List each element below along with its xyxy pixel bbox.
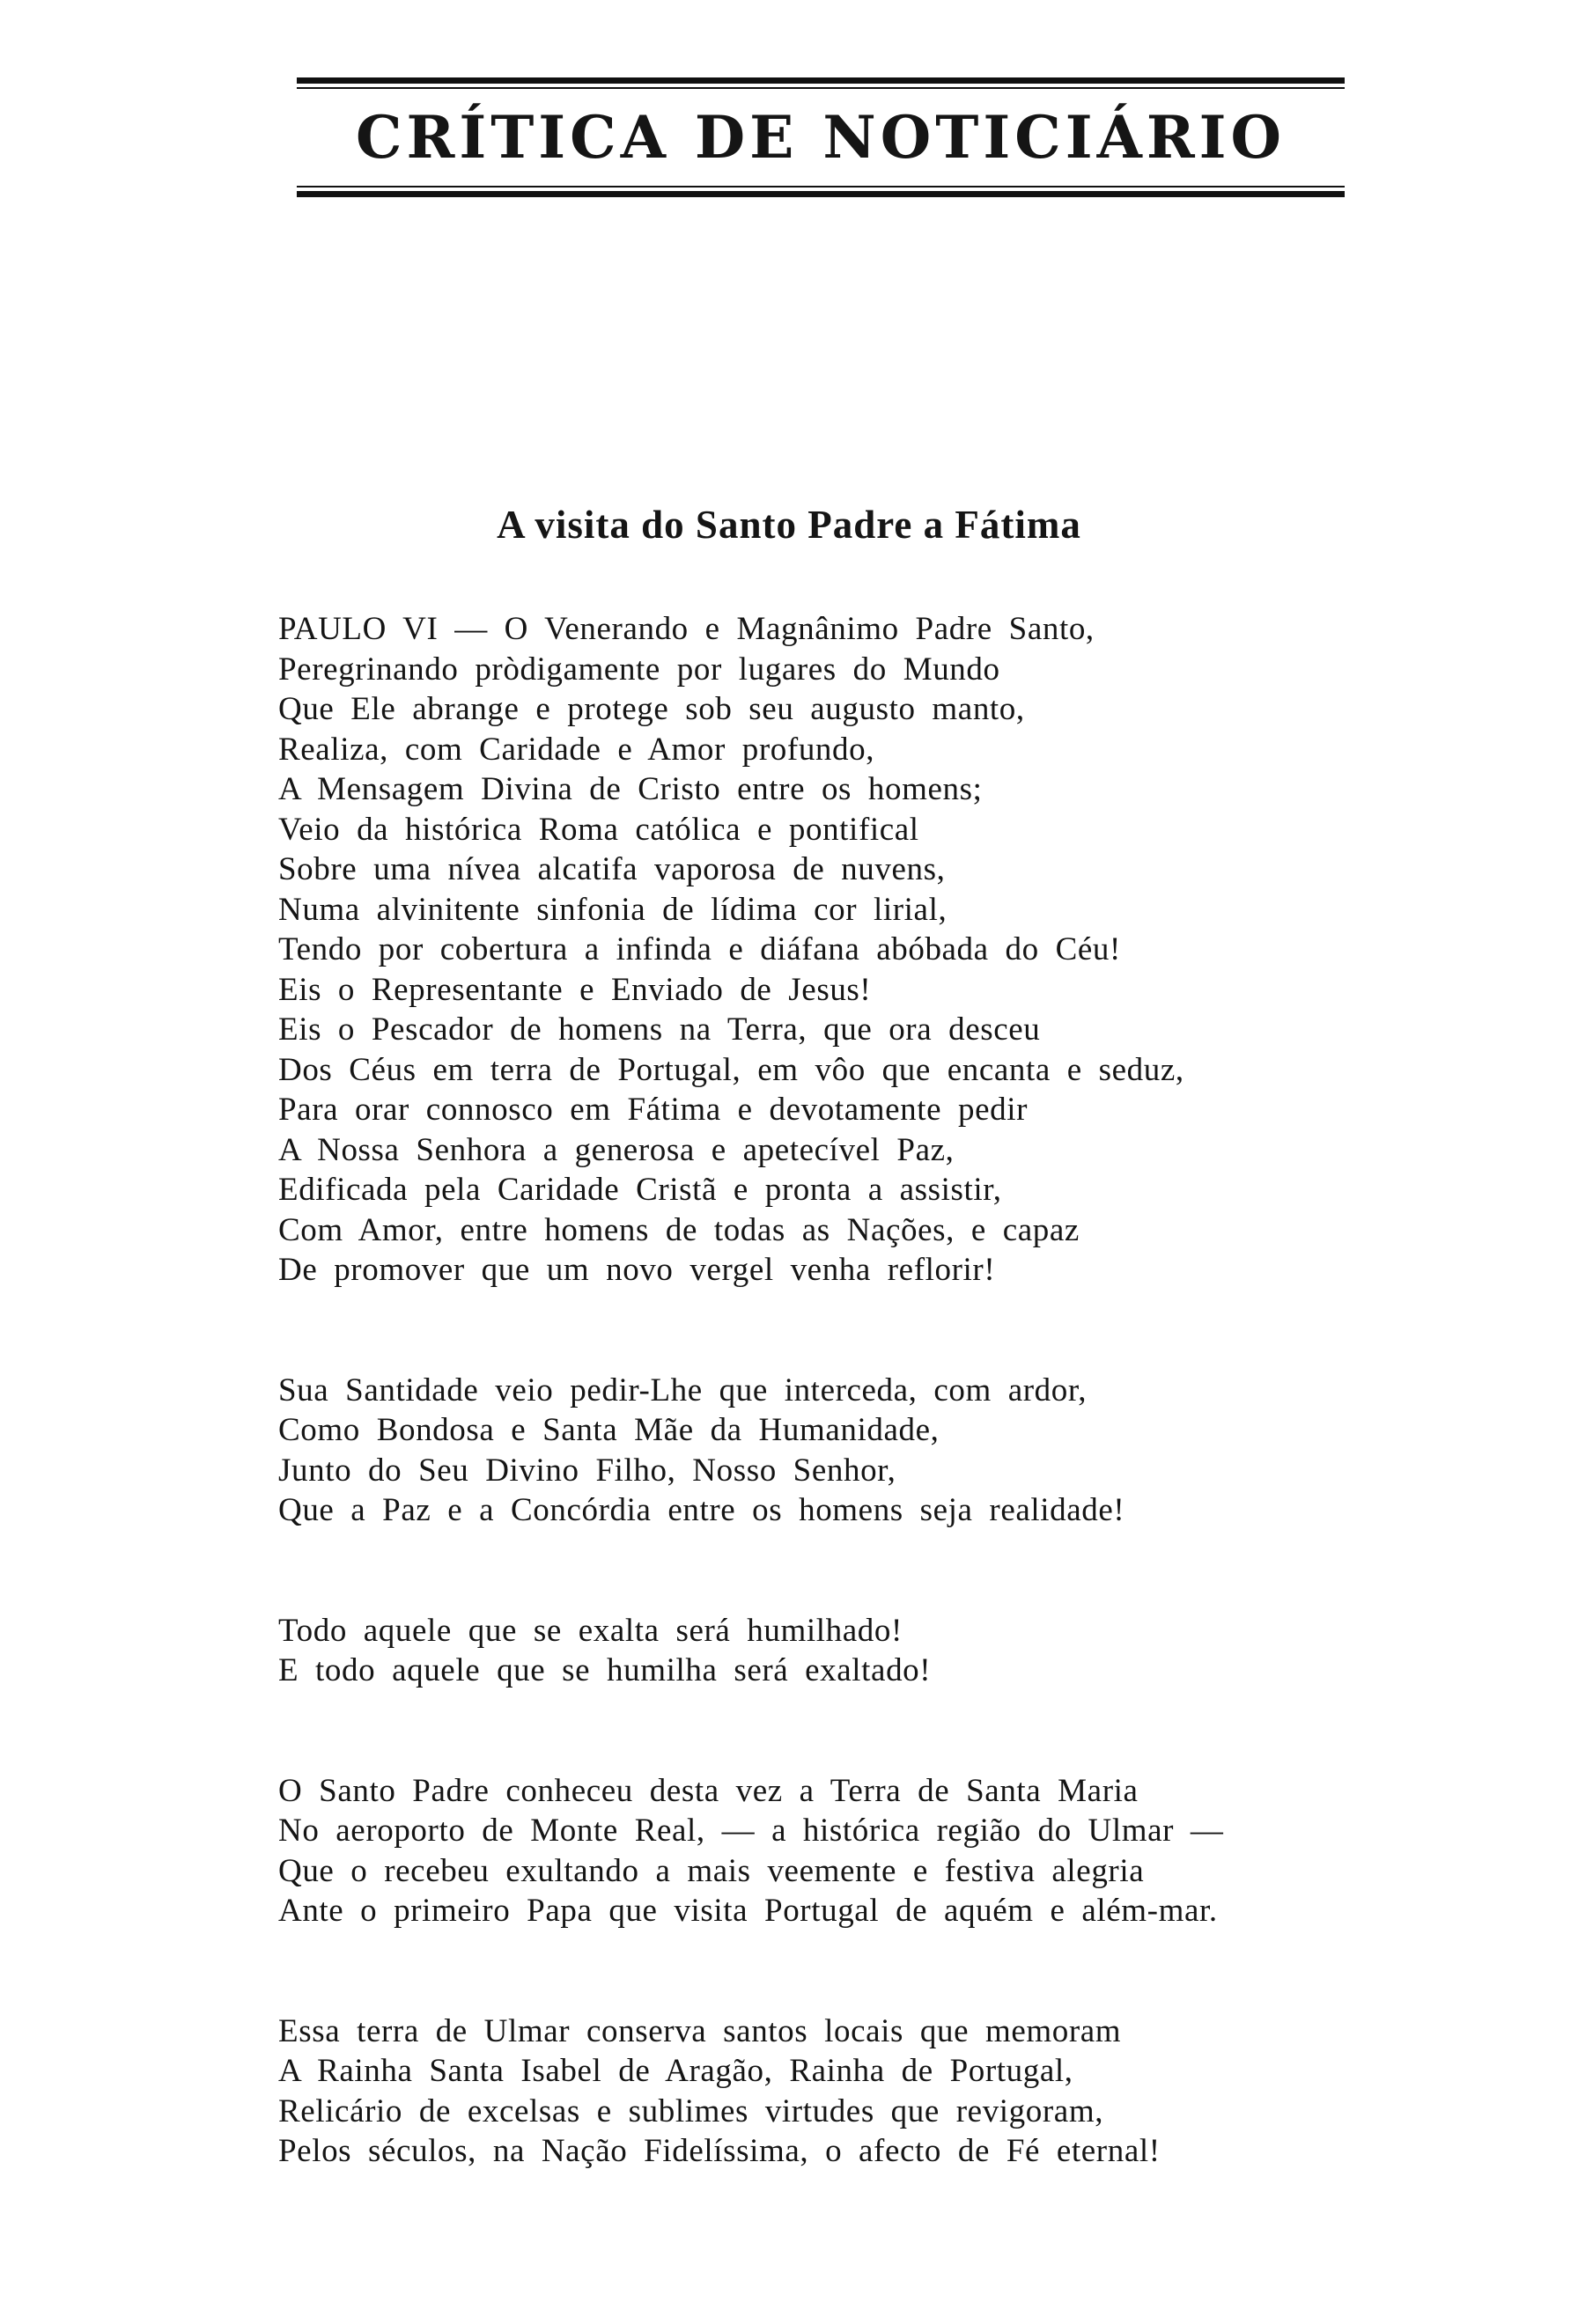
poem-line: A Rainha Santa Isabel de Aragão, Rainha de Portugal, <box>278 2053 1073 2089</box>
poem-line: Junto do Seu Divino Filho, Nosso Senhor, <box>278 1452 896 1489</box>
poem-line: Eis o Representante e Enviado de Jesus! <box>278 971 872 1008</box>
stanza <box>278 1611 1224 1691</box>
header-top-rule-thick <box>297 77 1345 84</box>
poem-line: Sobre uma nívea alcatifa vaporosa de nuvens, <box>278 851 946 887</box>
section-title: CRÍTICA DE NOTICIÁRIO <box>355 103 1287 172</box>
poem-line: Que o recebeu exultando a mais veemente e festiva alegria <box>278 1852 1145 1889</box>
article-title: A visita do Santo Padre a Fátima <box>497 503 1081 547</box>
poem-line: A Mensagem Divina de Cristo entre os homens; <box>278 771 983 807</box>
poem-line: Realiza, com Caridade e Amor profundo, <box>278 731 875 768</box>
poem-line: O Santo Padre conheceu desta vez a Terra de Santa Maria <box>278 1772 1139 1809</box>
poem-line: E todo aquele que se humilha será exaltado! <box>278 1652 932 1688</box>
poem-line: Numa alvinitente sinfonia de lídima cor lirial, <box>278 891 948 928</box>
poem-line: Sua Santidade veio pedir-Lhe que interceda, com ardor, <box>278 1372 1088 1408</box>
stanza <box>278 1771 1224 1931</box>
poem-line: Eis o Pescador de homens na Terra, que ora desceu <box>278 1011 1041 1048</box>
poem-line: Dos Céus em terra de Portugal, em vôo que encanta e seduz, <box>278 1051 1184 1088</box>
poem-body <box>278 609 1224 2172</box>
poem-line: Para orar connosco em Fátima e devotamente pedir <box>278 1092 1029 1128</box>
poem-line: Todo aquele que se exalta será humilhado! <box>278 1612 903 1649</box>
poem-line: De promover que um novo vergel venha reflorir! <box>278 1252 996 1288</box>
poem-line: Edificada pela Caridade Cristã e pronta a assistir, <box>278 1172 1002 1208</box>
poem-line: Pelos séculos, na Nação Fidelíssima, o afecto de Fé eternal! <box>278 2133 1161 2169</box>
header-bottom-rule-thin <box>297 186 1345 188</box>
poem-line: Peregrinando pròdigamente por lugares do Mundo <box>278 651 1000 688</box>
header-top-rule-thin <box>297 87 1345 89</box>
section-header <box>297 77 1345 197</box>
header-bottom-rule-thick <box>297 191 1345 197</box>
poem-line: Veio da histórica Roma católica e pontifical <box>278 811 919 848</box>
poem-line: Com Amor, entre homens de todas as Nações, e capaz <box>278 1211 1080 1248</box>
poem-line: Como Bondosa e Santa Mãe da Humanidade, <box>278 1412 940 1448</box>
stanza <box>278 2011 1224 2172</box>
poem-line: Tendo por cobertura a infinda e diáfana abóbada do Céu! <box>278 931 1121 967</box>
poem-line: Que a Paz e a Concórdia entre os homens seja realidade! <box>278 1492 1125 1528</box>
poem-line: Que Ele abrange e protege sob seu augusto manto, <box>278 691 1025 727</box>
stanza <box>278 1371 1224 1531</box>
poem-line: Relicário de excelsas e sublimes virtudes que revigoram, <box>278 2092 1104 2129</box>
poem-line: A Nossa Senhora a generosa e apetecível Paz, <box>278 1131 955 1168</box>
poem-line: PAULO VI — O Venerando e Magnânimo Padre Santo, <box>278 611 1095 647</box>
poem-line: Essa terra de Ulmar conserva santos locais que memoram <box>278 2012 1122 2049</box>
poem-line: No aeroporto de Monte Real, — a histórica região do Ulmar — <box>278 1813 1224 1849</box>
stanza <box>278 609 1224 1291</box>
poem-line: Ante o primeiro Papa que visita Portugal de aquém e além-mar. <box>278 1893 1218 1929</box>
